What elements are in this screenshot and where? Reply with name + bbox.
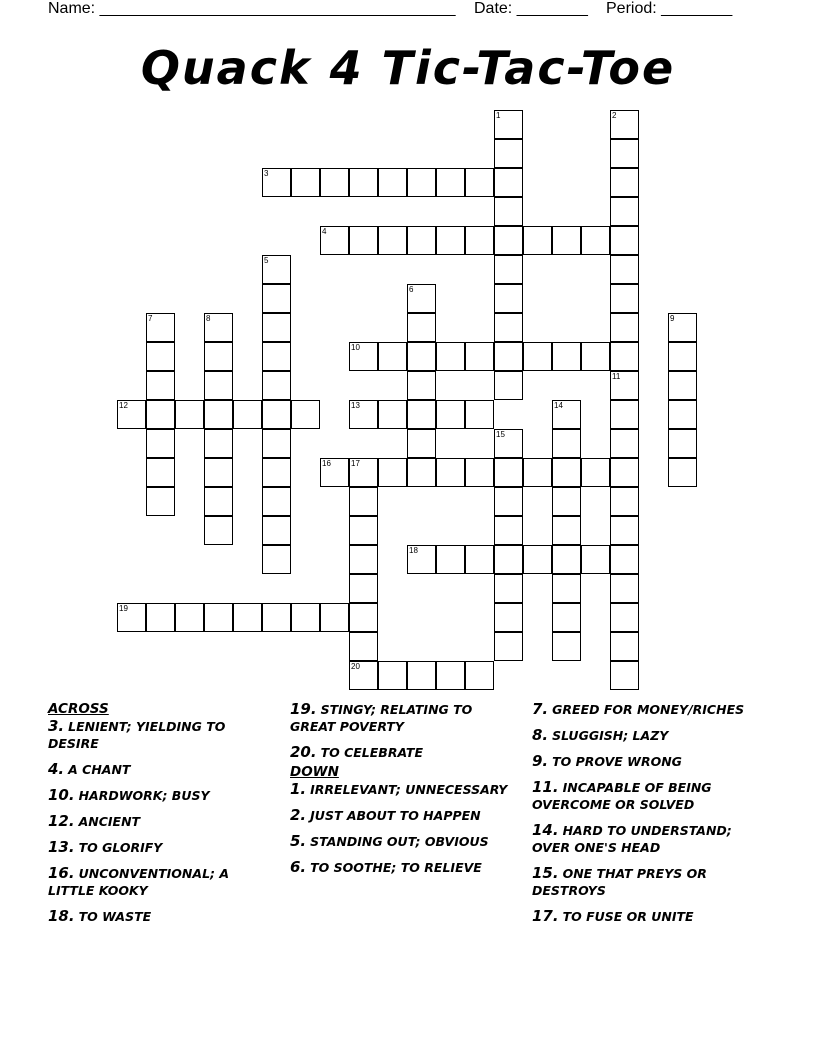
crossword-cell[interactable] (262, 400, 291, 429)
crossword-cell[interactable] (668, 429, 697, 458)
clue-item-number: 17. (532, 907, 559, 925)
crossword-cell[interactable] (494, 197, 523, 226)
clue-number: 16 (322, 459, 331, 468)
crossword-cell[interactable] (407, 226, 436, 255)
crossword-cell[interactable] (407, 400, 436, 429)
crossword-cell[interactable] (262, 313, 291, 342)
crossword-cell[interactable] (407, 458, 436, 487)
crossword-cell[interactable] (465, 661, 494, 690)
across-heading: ACROSS (48, 701, 109, 717)
crossword-cell[interactable] (262, 545, 291, 574)
clue-number: 20 (351, 662, 360, 671)
crossword-cell[interactable] (407, 545, 436, 574)
crossword-cell[interactable] (146, 313, 175, 342)
crossword-cell[interactable] (436, 661, 465, 690)
crossword-cell[interactable] (668, 342, 697, 371)
crossword-cell[interactable] (668, 371, 697, 400)
crossword-cell[interactable] (204, 487, 233, 516)
clues-column-3 (532, 701, 757, 934)
crossword-cell[interactable] (204, 458, 233, 487)
crossword-cell[interactable] (378, 226, 407, 255)
clue-item (532, 865, 757, 899)
page-title: Quack 4 Tic-Tac-Toe (140, 41, 676, 95)
clue-item (532, 908, 757, 925)
down-heading: DOWN (290, 764, 339, 780)
crossword-cell[interactable] (378, 342, 407, 371)
clue-number: 14 (554, 401, 563, 410)
crossword-cell[interactable] (465, 342, 494, 371)
crossword-cell[interactable] (320, 603, 349, 632)
crossword-cell[interactable] (204, 429, 233, 458)
crossword-cell[interactable] (494, 342, 523, 371)
crossword-cell[interactable] (494, 458, 523, 487)
crossword-cell[interactable] (523, 545, 552, 574)
crossword-cell[interactable] (349, 661, 378, 690)
clue-item (48, 813, 273, 830)
clue-number: 9 (670, 314, 675, 323)
crossword-cell[interactable] (610, 400, 639, 429)
clue-item-number: 14. (532, 821, 559, 839)
crossword-cell[interactable] (349, 458, 378, 487)
clue-item-text: HARDWORK; BUSY (78, 788, 210, 803)
crossword-cell[interactable] (610, 168, 639, 197)
crossword-cell[interactable] (523, 342, 552, 371)
clue-item (290, 859, 515, 876)
clue-number: 13 (351, 401, 360, 410)
crossword-cell[interactable] (610, 371, 639, 400)
clue-item (48, 839, 273, 856)
clue-number: 12 (119, 401, 128, 410)
crossword-cell[interactable] (291, 168, 320, 197)
crossword-cell[interactable] (262, 371, 291, 400)
clue-item-text: JUST ABOUT TO HAPPEN (310, 808, 481, 823)
crossword-cell[interactable] (494, 226, 523, 255)
crossword-cell[interactable] (523, 226, 552, 255)
crossword-cell[interactable] (494, 110, 523, 139)
crossword-cell[interactable] (146, 342, 175, 371)
clue-item-number: 11. (532, 778, 559, 796)
crossword-cell[interactable] (175, 603, 204, 632)
crossword-cell[interactable] (465, 545, 494, 574)
date-field[interactable]: Date: ________ (474, 0, 588, 17)
crossword-cell[interactable] (262, 255, 291, 284)
crossword-cell[interactable] (262, 429, 291, 458)
crossword-cell[interactable] (610, 603, 639, 632)
crossword-cell[interactable] (436, 458, 465, 487)
crossword-cell[interactable] (378, 661, 407, 690)
crossword-cell[interactable] (146, 371, 175, 400)
crossword-cell[interactable] (349, 168, 378, 197)
crossword-cell[interactable] (610, 255, 639, 284)
crossword-cell[interactable] (552, 400, 581, 429)
clue-item-text: ANCIENT (78, 814, 141, 829)
crossword-cell[interactable] (117, 603, 146, 632)
crossword-cell[interactable] (494, 429, 523, 458)
clue-item-text: IRRELEVANT; UNNECESSARY (310, 782, 508, 797)
clue-item-number: 2. (290, 806, 307, 824)
clue-number: 8 (206, 314, 211, 323)
crossword-cell[interactable] (436, 168, 465, 197)
crossword-cell[interactable] (378, 400, 407, 429)
clue-item (290, 781, 515, 798)
crossword-cell[interactable] (407, 342, 436, 371)
clue-number: 3 (264, 169, 269, 178)
crossword-cell[interactable] (610, 429, 639, 458)
crossword-cell[interactable] (494, 516, 523, 545)
clue-item-text: HARD TO UNDERSTAND; OVER ONE'S HEAD (532, 823, 732, 855)
crossword-cell[interactable] (494, 168, 523, 197)
crossword-cell[interactable] (349, 632, 378, 661)
crossword-cell[interactable] (610, 516, 639, 545)
clue-item-text: ONE THAT PREYS OR DESTROYS (532, 866, 707, 898)
crossword-cell[interactable] (610, 545, 639, 574)
crossword-cell[interactable] (117, 400, 146, 429)
clue-number: 5 (264, 256, 269, 265)
clue-number: 18 (409, 546, 418, 555)
crossword-cell[interactable] (349, 342, 378, 371)
clue-item-text: TO PROVE WRONG (552, 754, 682, 769)
clue-number: 2 (612, 111, 617, 120)
crossword-cell[interactable] (407, 661, 436, 690)
crossword-cell[interactable] (291, 400, 320, 429)
clue-item (532, 779, 757, 813)
crossword-cell[interactable] (146, 487, 175, 516)
crossword-cell[interactable] (494, 313, 523, 342)
crossword-cell[interactable] (610, 632, 639, 661)
clue-item-text: TO WASTE (78, 909, 152, 924)
crossword-cell[interactable] (407, 371, 436, 400)
clue-item (290, 833, 515, 850)
crossword-cell[interactable] (465, 400, 494, 429)
crossword-cell[interactable] (581, 545, 610, 574)
clue-item-number: 18. (48, 907, 75, 925)
clue-item-number: 13. (48, 838, 75, 856)
crossword-cell[interactable] (146, 400, 175, 429)
crossword-cell[interactable] (378, 458, 407, 487)
crossword-cell[interactable] (610, 284, 639, 313)
clue-item-number: 16. (48, 864, 75, 882)
crossword-cell[interactable] (262, 516, 291, 545)
clue-number: 19 (119, 604, 128, 613)
clue-item-number: 9. (532, 752, 549, 770)
clue-item (532, 727, 757, 744)
crossword-cell[interactable] (436, 226, 465, 255)
crossword-cell[interactable] (262, 603, 291, 632)
crossword-cell[interactable] (552, 632, 581, 661)
crossword-cell[interactable] (668, 400, 697, 429)
clue-item-text: TO SOOTHE; TO RELIEVE (310, 860, 482, 875)
crossword-cell[interactable] (552, 574, 581, 603)
clue-item-number: 4. (48, 760, 65, 778)
crossword-cell[interactable] (262, 168, 291, 197)
crossword-cell[interactable] (610, 661, 639, 690)
clue-item-number: 8. (532, 726, 549, 744)
crossword-cell[interactable] (610, 139, 639, 168)
clue-item-text: TO CELEBRATE (320, 745, 423, 760)
crossword-cell[interactable] (494, 255, 523, 284)
crossword-cell[interactable] (494, 139, 523, 168)
clue-item (532, 822, 757, 856)
crossword-cell[interactable] (407, 313, 436, 342)
clue-item-number: 20. (290, 743, 317, 761)
crossword-cell[interactable] (204, 603, 233, 632)
crossword-cell[interactable] (668, 313, 697, 342)
crossword-cell[interactable] (610, 197, 639, 226)
crossword-cell[interactable] (378, 168, 407, 197)
crossword-cell[interactable] (349, 516, 378, 545)
clues-column-1 (48, 701, 273, 934)
crossword-cell[interactable] (610, 313, 639, 342)
crossword-cell[interactable] (204, 371, 233, 400)
crossword-cell[interactable] (494, 284, 523, 313)
crossword-cell[interactable] (233, 603, 262, 632)
clue-item-text: UNCONVENTIONAL; A LITTLE KOOKY (48, 866, 230, 898)
clue-item-text: SLUGGISH; LAZY (552, 728, 669, 743)
crossword-cell[interactable] (204, 400, 233, 429)
crossword-cell[interactable] (552, 342, 581, 371)
crossword-cell[interactable] (407, 429, 436, 458)
clue-item (48, 761, 273, 778)
crossword-cell[interactable] (610, 342, 639, 371)
clue-number: 10 (351, 343, 360, 352)
crossword-cell[interactable] (291, 603, 320, 632)
crossword-cell[interactable] (349, 487, 378, 516)
clue-item-number: 12. (48, 812, 75, 830)
crossword-cell[interactable] (407, 168, 436, 197)
crossword-cell[interactable] (349, 603, 378, 632)
crossword-cell[interactable] (436, 545, 465, 574)
clue-item (290, 701, 515, 735)
crossword-cell[interactable] (262, 458, 291, 487)
crossword-cell[interactable] (494, 545, 523, 574)
crossword-cell[interactable] (262, 342, 291, 371)
clue-item (48, 908, 273, 925)
crossword-cell[interactable] (610, 574, 639, 603)
crossword-cell[interactable] (349, 574, 378, 603)
clue-item-number: 19. (290, 700, 317, 718)
clue-item (532, 701, 757, 718)
crossword-cell[interactable] (436, 400, 465, 429)
crossword-cell[interactable] (610, 110, 639, 139)
clue-item-text: A CHANT (68, 762, 131, 777)
crossword-cell[interactable] (494, 487, 523, 516)
clue-item-number: 6. (290, 858, 307, 876)
crossword-cell[interactable] (204, 516, 233, 545)
period-field[interactable]: Period: ________ (606, 0, 733, 17)
crossword-cell[interactable] (233, 400, 262, 429)
clue-item-number: 5. (290, 832, 307, 850)
crossword-cell[interactable] (552, 429, 581, 458)
crossword-cell[interactable] (581, 226, 610, 255)
crossword-cell[interactable] (204, 342, 233, 371)
crossword-cell[interactable] (465, 458, 494, 487)
crossword-cell[interactable] (552, 545, 581, 574)
crossword-cell[interactable] (320, 168, 349, 197)
crossword-cell[interactable] (494, 371, 523, 400)
clue-number: 17 (351, 459, 360, 468)
crossword-cell[interactable] (349, 545, 378, 574)
clue-number: 4 (322, 227, 327, 236)
crossword-cell[interactable] (494, 574, 523, 603)
clue-item-number: 10. (48, 786, 75, 804)
clue-item-text: INCAPABLE OF BEING OVERCOME OR SOLVED (532, 780, 712, 812)
clue-item-number: 7. (532, 700, 549, 718)
clue-number: 1 (496, 111, 501, 120)
clue-item (532, 753, 757, 770)
crossword-cell[interactable] (552, 487, 581, 516)
crossword-cell[interactable] (407, 284, 436, 313)
crossword-cell[interactable] (610, 226, 639, 255)
crossword-cell[interactable] (465, 226, 494, 255)
crossword-cell[interactable] (552, 603, 581, 632)
clue-item (48, 787, 273, 804)
crossword-cell[interactable] (581, 458, 610, 487)
crossword-cell[interactable] (465, 168, 494, 197)
clue-item (48, 865, 273, 899)
crossword-cell[interactable] (494, 632, 523, 661)
clue-number: 15 (496, 430, 505, 439)
crossword-cell[interactable] (262, 487, 291, 516)
clue-item-text: GREED FOR MONEY/RICHES (552, 702, 745, 717)
crossword-cell[interactable] (204, 313, 233, 342)
crossword-cell[interactable] (494, 603, 523, 632)
crossword-cell[interactable] (349, 400, 378, 429)
clue-item-number: 15. (532, 864, 559, 882)
crossword-cell[interactable] (320, 458, 349, 487)
crossword-cell[interactable] (523, 458, 552, 487)
crossword-cell[interactable] (175, 400, 204, 429)
crossword-cell[interactable] (668, 458, 697, 487)
crossword-cell[interactable] (610, 487, 639, 516)
crossword-cell[interactable] (610, 458, 639, 487)
clue-item (290, 807, 515, 824)
crossword-cell[interactable] (146, 458, 175, 487)
crossword-cell[interactable] (436, 342, 465, 371)
clue-number: 7 (148, 314, 153, 323)
crossword-cell[interactable] (262, 284, 291, 313)
clue-item (290, 744, 515, 761)
crossword-cell[interactable] (146, 429, 175, 458)
clue-item-text: TO FUSE OR UNITE (562, 909, 694, 924)
clue-number: 6 (409, 285, 414, 294)
clue-item (48, 718, 273, 752)
clue-item-text: LENIENT; YIELDING TO DESIRE (48, 719, 226, 751)
clue-item-number: 3. (48, 717, 65, 735)
crossword-cell[interactable] (552, 226, 581, 255)
crossword-cell[interactable] (146, 603, 175, 632)
clue-item-number: 1. (290, 780, 307, 798)
crossword-cell[interactable] (552, 516, 581, 545)
clue-item-text: TO GLORIFY (78, 840, 163, 855)
crossword-cell[interactable] (552, 458, 581, 487)
name-field[interactable]: Name: ________________________________________ (48, 0, 456, 17)
clue-item-text: STANDING OUT; OBVIOUS (310, 834, 489, 849)
clue-number: 11 (612, 372, 621, 381)
crossword-cell[interactable] (320, 226, 349, 255)
crossword-cell[interactable] (581, 342, 610, 371)
clues-column-2 (290, 701, 515, 885)
crossword-cell[interactable] (349, 226, 378, 255)
clue-item-text: STINGY; RELATING TO GREAT POVERTY (290, 702, 473, 734)
